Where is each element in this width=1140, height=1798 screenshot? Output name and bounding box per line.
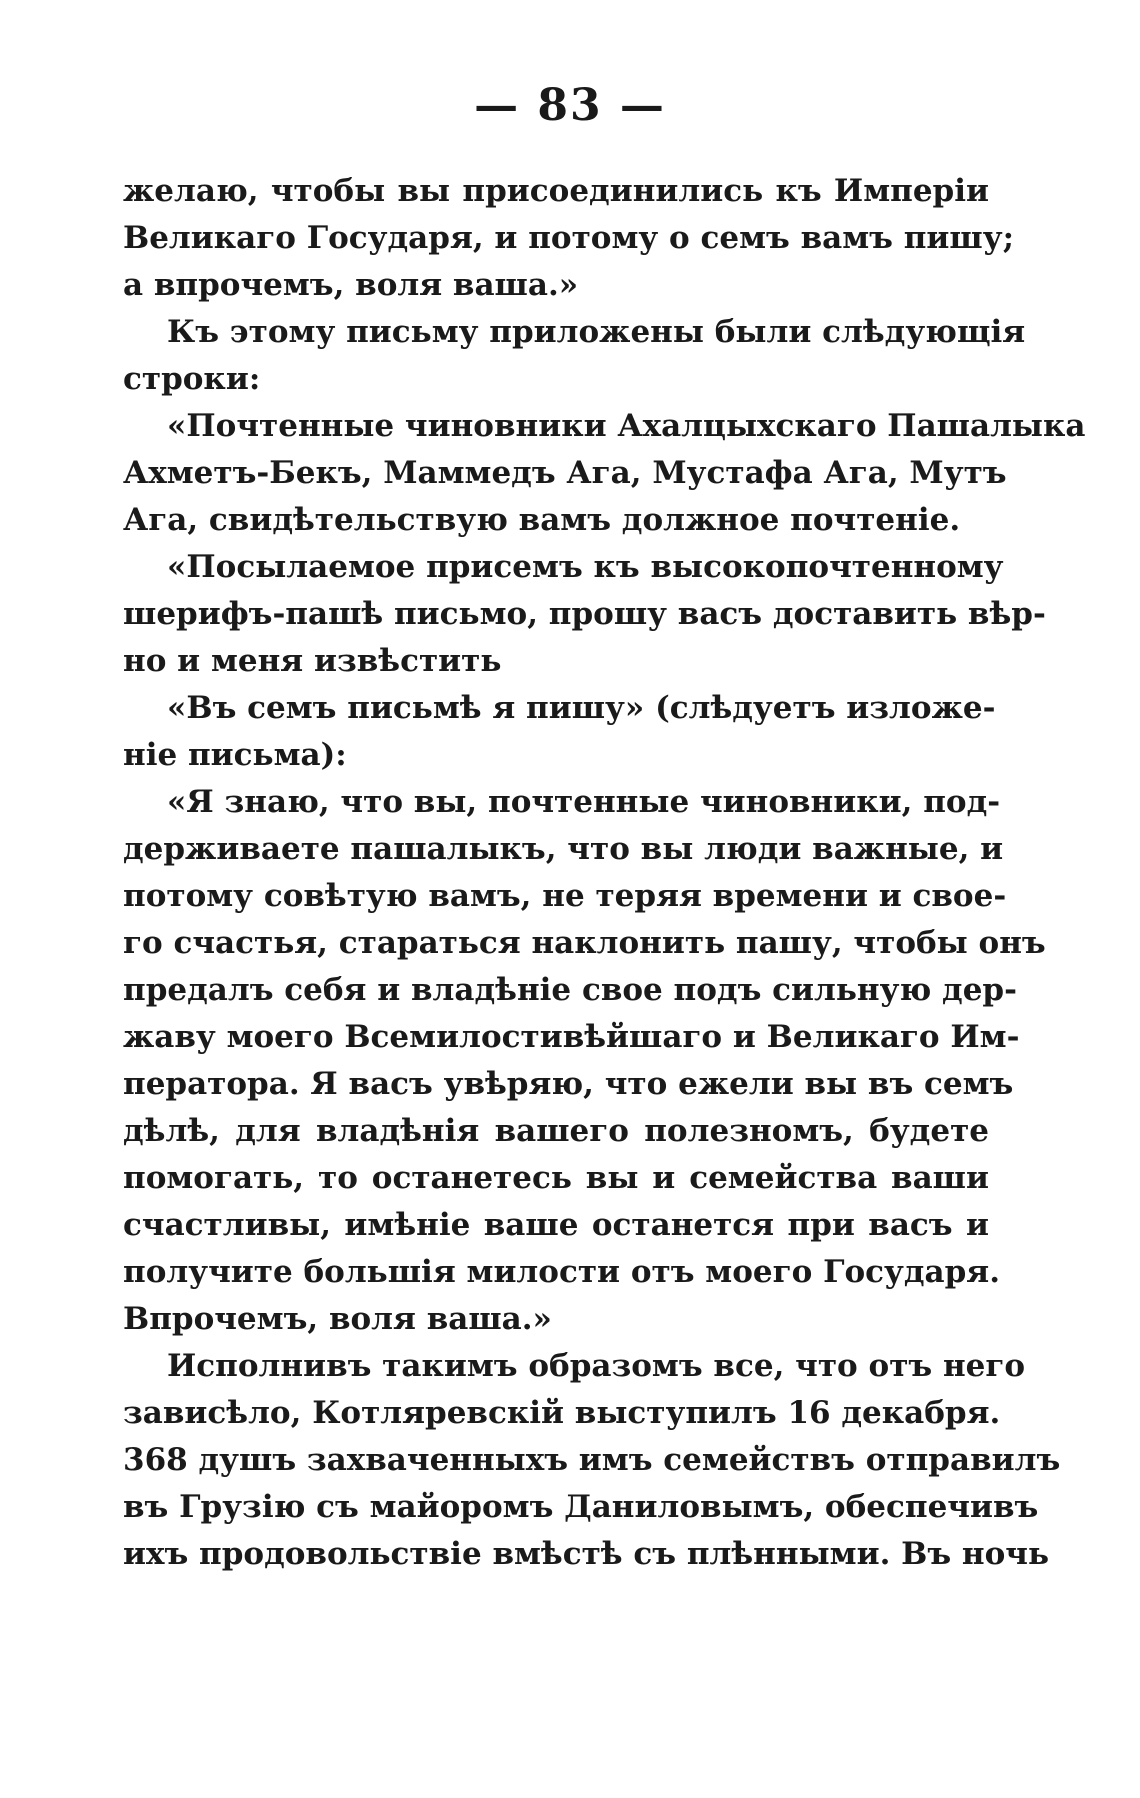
text-line: «Я знаю, что вы, почтенные чиновники, под- <box>167 784 1001 820</box>
text-line: строки: <box>123 361 261 397</box>
text-line: въ Грузію съ майоромъ Даниловымъ, обеспечивъ <box>123 1489 1039 1525</box>
text-line: жаву моего Всемилостивѣйшаго и Великаго Им- <box>123 1019 1020 1055</box>
text-line: Великаго Государя, и потому о семъ вамъ пишу; <box>123 220 1015 256</box>
text-line: шерифъ-пашѣ письмо, прошу васъ доставить вѣр- <box>123 596 1046 632</box>
text-line: Впрочемъ, воля ваша.» <box>123 1301 552 1337</box>
text-line: ніе письма): <box>123 737 347 773</box>
text-line: «Посылаемое присемъ къ высокопочтенному <box>167 549 1004 585</box>
text-line: дѣлѣ, для владѣнія вашего полезномъ, будете <box>123 1113 989 1149</box>
text-line: а впрочемъ, воля ваша.» <box>123 267 579 303</box>
text-line: Ага, свидѣтельствую вамъ должное почтеніе. <box>123 502 961 538</box>
text-line: получите большія милости отъ моего Государя. <box>123 1254 1001 1290</box>
text-line: предалъ себя и владѣніе свое подъ сильную дер- <box>123 972 1017 1008</box>
text-line: ихъ продовольствіе вмѣстѣ съ плѣнными. Въ ночь <box>123 1536 1050 1572</box>
text-line: Къ этому письму приложены были слѣдующія <box>167 314 1026 350</box>
text-line: желаю, чтобы вы присоединились къ Имперіи <box>123 173 989 209</box>
text-line: зависѣло, Котляревскій выступилъ 16 декабря. <box>123 1395 1001 1431</box>
text-line: потому совѣтую вамъ, не теряя времени и свое- <box>123 878 1007 914</box>
body-text <box>123 168 1086 1578</box>
text-line: 368 душъ захваченныхъ имъ семействъ отправилъ <box>123 1442 1061 1478</box>
page-number: — 83 — <box>474 80 666 131</box>
text-line: «Въ семъ письмѣ я пишу» (слѣдуетъ изложе- <box>167 690 996 726</box>
text-line: но и меня извѣстить <box>123 643 502 679</box>
text-line: Ахметъ-Бекъ, Маммедъ Ага, Мустафа Ага, Мутъ <box>123 455 1007 491</box>
text-line: го счастья, стараться наклонить пашу, чтобы онъ <box>123 925 1046 961</box>
text-line: счастливы, имѣніе ваше останется при васъ и <box>123 1207 989 1243</box>
text-line: помогать, то останетесь вы и семейства ваши <box>123 1160 989 1196</box>
text-line: Исполнивъ такимъ образомъ все, что отъ него <box>167 1348 1026 1384</box>
text-line: держиваете пашалыкъ, что вы люди важные, и <box>123 831 1004 867</box>
text-line: «Почтенные чиновники Ахалцыхскаго Пашалыка <box>167 408 1086 444</box>
text-line: ператора. Я васъ увѣряю, что ежели вы въ семъ <box>123 1066 1014 1102</box>
